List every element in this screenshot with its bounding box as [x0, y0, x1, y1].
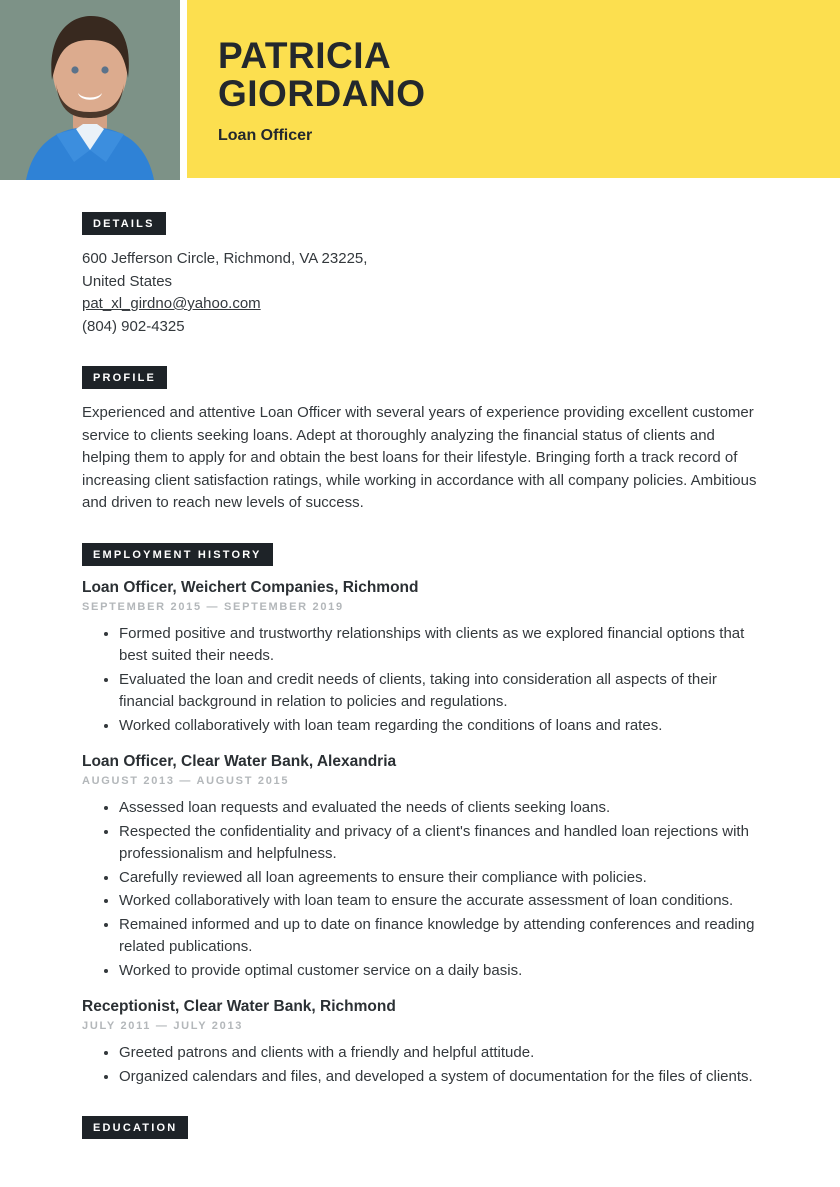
- education-section-label: EDUCATION: [82, 1116, 188, 1139]
- phone-number: (804) 902-4325: [82, 317, 185, 335]
- address-line-2: United States: [82, 272, 173, 290]
- job-bullet: • Worked to provide optimal customer service on a daily basis.: [119, 960, 758, 983]
- profile-summary: Experienced and attentive Loan Officer with several years of experience providing excellent customer service to clients seeking loans. Adept at thoroughly analyzing the financial status of clients and helping them to apply for and obtain the best loans for their lifestyle. Bringing forth a track record of increasing client satisfaction ratings, while working in accordance with all company policies. Ambitious and driven to reach new levels of success.: [82, 404, 757, 511]
- resume-body: [0, 180, 840, 1179]
- job-entry: [82, 998, 758, 1088]
- candidate-name: [218, 37, 800, 113]
- job-bullets: [82, 623, 758, 738]
- candidate-name-line1: PATRICIA: [218, 35, 392, 76]
- employment-jobs: [82, 579, 758, 1089]
- job-title: Receptionist, Clear Water Bank, Richmond: [82, 998, 396, 1015]
- job-bullet: • Formed positive and trustworthy relationships with clients as we explored financial options that best suited their needs.: [119, 623, 758, 668]
- name-banner: [187, 0, 840, 178]
- job-bullet: • Respected the confidentiality and privacy of a client's finances and handled loan rejections with professionalism and helpfulness.: [119, 821, 758, 866]
- resume-header: [0, 0, 840, 180]
- details-section-label: DETAILS: [82, 212, 166, 235]
- job-entry: [82, 753, 758, 982]
- job-bullet: • Greeted patrons and clients with a friendly and helpful attitude.: [119, 1042, 758, 1065]
- job-dates: AUGUST 2013 — AUGUST 2015: [82, 775, 290, 787]
- job-bullet: • Assessed loan requests and evaluated the needs of clients seeking loans.: [119, 797, 758, 820]
- job-bullet: • Evaluated the loan and credit needs of clients, taking into consideration all aspects of their financial background in relation to policies and regulations.: [119, 669, 758, 714]
- job-bullet: • Organized calendars and files, and developed a system of documentation for the files of clients.: [119, 1066, 758, 1089]
- job-bullet: • Carefully reviewed all loan agreements to ensure their compliance with policies.: [119, 867, 758, 890]
- address-line-1: 600 Jefferson Circle, Richmond, VA 23225,: [82, 250, 368, 267]
- profile-photo-illustration: [0, 0, 180, 180]
- profile-photo: [0, 0, 180, 180]
- section-details: [82, 212, 758, 338]
- job-dates: JULY 2011 — JULY 2013: [82, 1020, 244, 1032]
- job-entry: [82, 579, 758, 738]
- job-bullet: • Worked collaboratively with loan team regarding the conditions of loans and rates.: [119, 715, 758, 738]
- section-employment: [82, 543, 758, 1089]
- candidate-job-title: Loan Officer: [218, 127, 313, 145]
- job-bullets: [82, 797, 758, 982]
- job-bullets: [82, 1042, 758, 1088]
- candidate-name-line2: GIORDANO: [218, 73, 426, 115]
- employment-section-label: EMPLOYMENT HISTORY: [82, 543, 273, 566]
- job-bullet: • Remained informed and up to date on finance knowledge by attending conferences and reading related publications.: [119, 914, 758, 959]
- email-link[interactable]: pat_xl_girdno@yahoo.com: [82, 295, 261, 312]
- section-education: [82, 1116, 758, 1139]
- job-title: Loan Officer, Weichert Companies, Richmond: [82, 578, 419, 596]
- section-profile: [82, 366, 758, 515]
- profile-section-label: PROFILE: [82, 366, 167, 389]
- contact-block: [82, 248, 758, 338]
- job-dates: SEPTEMBER 2015 — SEPTEMBER 2019: [82, 600, 344, 613]
- job-bullet: • Worked collaboratively with loan team to ensure the accurate assessment of loan conditions.: [119, 890, 758, 913]
- job-title: Loan Officer, Clear Water Bank, Alexandria: [82, 753, 397, 770]
